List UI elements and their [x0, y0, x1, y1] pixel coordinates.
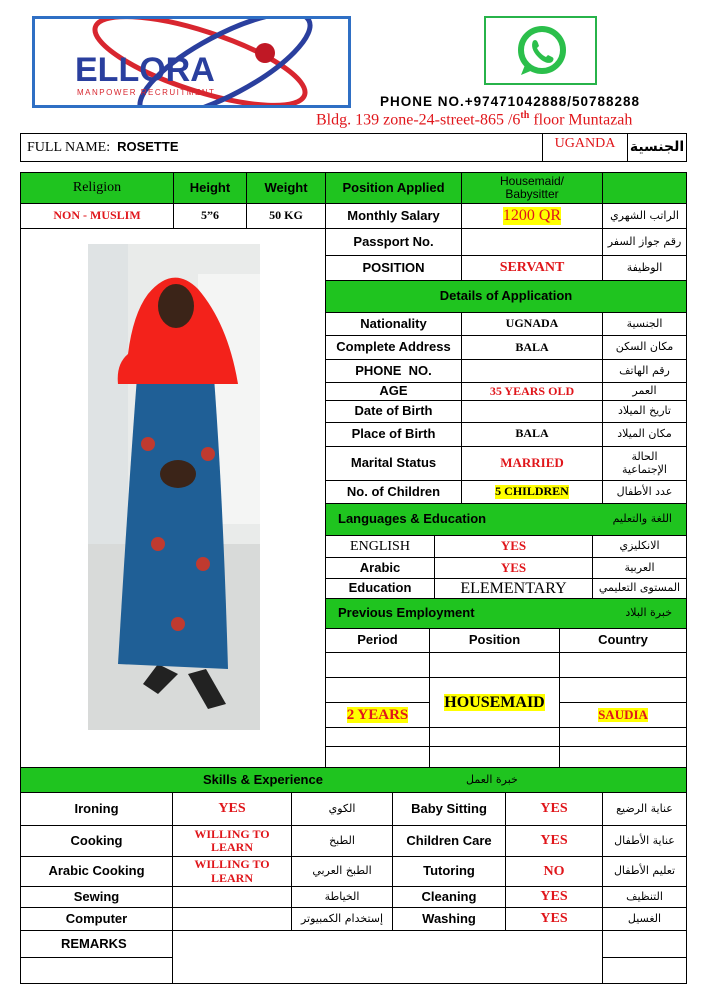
detail-label: Date of Birth: [325, 400, 462, 423]
employment-title: Previous Employment: [338, 605, 475, 621]
detail-value: BALA: [461, 335, 603, 360]
languages-title-ar: اللغة والتعليم: [612, 512, 672, 526]
position-ar: الوظيفة: [602, 255, 687, 281]
languages-header: [325, 503, 687, 536]
detail-label: Place of Birth: [325, 422, 462, 447]
skill-value: WILLING TO LEARN: [172, 856, 292, 887]
employment-col-period: Period: [325, 628, 430, 653]
detail-label: Nationality: [325, 312, 462, 336]
skill-value: YES: [505, 907, 603, 931]
employment-country: SAUDIA: [598, 706, 648, 722]
skills-title-ar: خبرة العمل: [466, 772, 518, 786]
skill-ar: الطبخ العربي: [291, 856, 393, 887]
nationality-value: UGANDA: [542, 133, 628, 162]
detail-ar: مكان السكن: [602, 335, 687, 360]
detail-value: UGNADA: [461, 312, 603, 336]
skill-value: WILLING TO LEARN: [172, 825, 292, 857]
header-blank: [602, 172, 687, 204]
skill-ar: تعليم الأطفال: [602, 856, 687, 887]
skills-header: [20, 767, 687, 793]
skill-value: NO: [505, 856, 603, 887]
language-value: YES: [434, 557, 593, 579]
detail-label: No. of Children: [325, 480, 462, 504]
skill-ar: الخياطة: [291, 886, 393, 908]
language-value: YES: [434, 535, 593, 558]
remarks-right: [602, 930, 687, 958]
employment-cell: [325, 677, 430, 703]
employment-country-cell: [559, 702, 687, 728]
skill-label: Washing: [392, 907, 506, 931]
photo-area: [20, 228, 326, 768]
employment-col-country: Country: [559, 628, 687, 653]
skill-ar: عناية الأطفال: [602, 825, 687, 857]
detail-value: 35 YEARS OLD: [461, 382, 603, 401]
position-applied-value: Housemaid/ Babysitter: [461, 172, 603, 204]
detail-label: PHONE NO.: [325, 359, 462, 383]
height-value: 5”6: [173, 203, 247, 229]
detail-label: Marital Status: [325, 446, 462, 481]
skills-title: Skills & Experience: [203, 771, 323, 787]
position-value: SERVANT: [461, 255, 603, 281]
employment-cell: [325, 746, 430, 768]
passport-ar: رقم جواز السفر: [602, 228, 687, 256]
detail-value: [461, 359, 603, 383]
address-text: Bldg. 139 zone-24-street-865 /6: [316, 111, 521, 129]
skill-ar: الكوي: [291, 792, 393, 826]
education-value: ELEMENTARY: [434, 578, 593, 599]
remarks-field: [172, 930, 603, 984]
skill-value: YES: [505, 825, 603, 857]
detail-value: [461, 400, 603, 423]
employment-col-position: Position: [429, 628, 560, 653]
children-value: 5 CHILDREN: [495, 484, 569, 499]
skill-label: Baby Sitting: [392, 792, 506, 826]
skill-value: [172, 886, 292, 908]
skill-ar: الطبخ: [291, 825, 393, 857]
skill-ar: التنظيف: [602, 886, 687, 908]
address-text-end: floor Muntazah: [529, 111, 633, 129]
employment-cell: [429, 652, 560, 678]
header-weight: Weight: [246, 172, 326, 204]
detail-value: MARRIED: [461, 446, 603, 481]
passport-value: [461, 228, 603, 256]
employment-title-ar: خبرة البلاد: [625, 606, 672, 620]
header-height: Height: [173, 172, 247, 204]
passport-label: Passport No.: [325, 228, 462, 256]
salary-value: 1200 QR: [502, 207, 562, 225]
full-name-label: FULL NAME:: [27, 139, 111, 155]
education-label: Education: [325, 578, 435, 599]
skill-value: YES: [172, 792, 292, 826]
employment-cell: [559, 727, 687, 747]
svg-text:MANPOWER RECRUITMENT: MANPOWER RECRUITMENT: [77, 88, 216, 97]
employment-cell: [325, 652, 430, 678]
position-label: POSITION: [325, 255, 462, 281]
skill-ar: إستخدام الكمبيوتر: [291, 907, 393, 931]
language-ar: العربية: [592, 557, 687, 579]
employment-position-cell: [429, 677, 560, 728]
employment-cell: [559, 677, 687, 703]
skill-label: Cooking: [20, 825, 173, 857]
religion-value: NON - MUSLIM: [20, 203, 174, 229]
skill-label: Computer: [20, 907, 173, 931]
full-name-value: ROSETTE: [117, 139, 179, 155]
phone-number: PHONE NO.+97471042888/50788288: [380, 94, 641, 109]
employment-period-cell: [325, 702, 430, 728]
skill-ar: عناية الرضيع: [602, 792, 687, 826]
remarks-label: REMARKS: [20, 930, 173, 958]
detail-ar: العمر: [602, 382, 687, 401]
detail-label: Complete Address: [325, 335, 462, 360]
header-religion: Religion: [20, 172, 174, 204]
skill-label: Ironing: [20, 792, 173, 826]
office-address: [316, 110, 632, 129]
detail-ar: عدد الأطفال: [602, 480, 687, 504]
details-header: Details of Application: [325, 280, 687, 313]
skill-value: YES: [505, 792, 603, 826]
employment-cell: [559, 652, 687, 678]
education-ar: المستوى التعليمي: [592, 578, 687, 599]
employment-cell: [325, 727, 430, 747]
salary-label: Monthly Salary: [325, 203, 462, 229]
languages-title: Languages & Education: [338, 511, 487, 527]
language-ar: الانكليزي: [592, 535, 687, 558]
employment-header: [325, 598, 687, 629]
language-label: ENGLISH: [325, 535, 435, 558]
skill-label: Arabic Cooking: [20, 856, 173, 887]
svg-text:ELLORA: ELLORA: [75, 51, 215, 89]
company-logo: [32, 16, 351, 108]
whatsapp-icon: [484, 16, 597, 85]
salary-cell: [461, 203, 603, 229]
detail-value-cell: [461, 480, 603, 504]
skill-value: YES: [505, 886, 603, 908]
salary-ar: الراتب الشهري: [602, 203, 687, 229]
detail-value: BALA: [461, 422, 603, 447]
skill-ar: الغسيل: [602, 907, 687, 931]
employment-cell: [429, 746, 560, 768]
detail-ar: تاريخ الميلاد: [602, 400, 687, 423]
detail-ar: الحالة الإجتماعية: [602, 446, 687, 481]
employment-period: 2 YEARS: [346, 706, 409, 723]
header-position-applied: Position Applied: [325, 172, 462, 204]
address-sup: th: [520, 110, 530, 121]
remarks-right: [602, 957, 687, 984]
skill-label: Sewing: [20, 886, 173, 908]
employment-cell: [429, 727, 560, 747]
remarks-blank: [20, 957, 173, 984]
skill-label: Children Care: [392, 825, 506, 857]
nationality-ar: الجنسية: [627, 133, 687, 162]
employment-cell: [559, 746, 687, 768]
full-name-cell: [20, 133, 543, 162]
weight-value: 50 KG: [246, 203, 326, 229]
detail-label: AGE: [325, 382, 462, 401]
skill-value: [172, 907, 292, 931]
skill-label: Cleaning: [392, 886, 506, 908]
skill-label: Tutoring: [392, 856, 506, 887]
detail-ar: رقم الهاتف: [602, 359, 687, 383]
employment-position: HOUSEMAID: [444, 693, 545, 711]
language-label: Arabic: [325, 557, 435, 579]
detail-ar: مكان الميلاد: [602, 422, 687, 447]
detail-ar: الجنسية: [602, 312, 687, 336]
candidate-photo: [88, 244, 260, 730]
